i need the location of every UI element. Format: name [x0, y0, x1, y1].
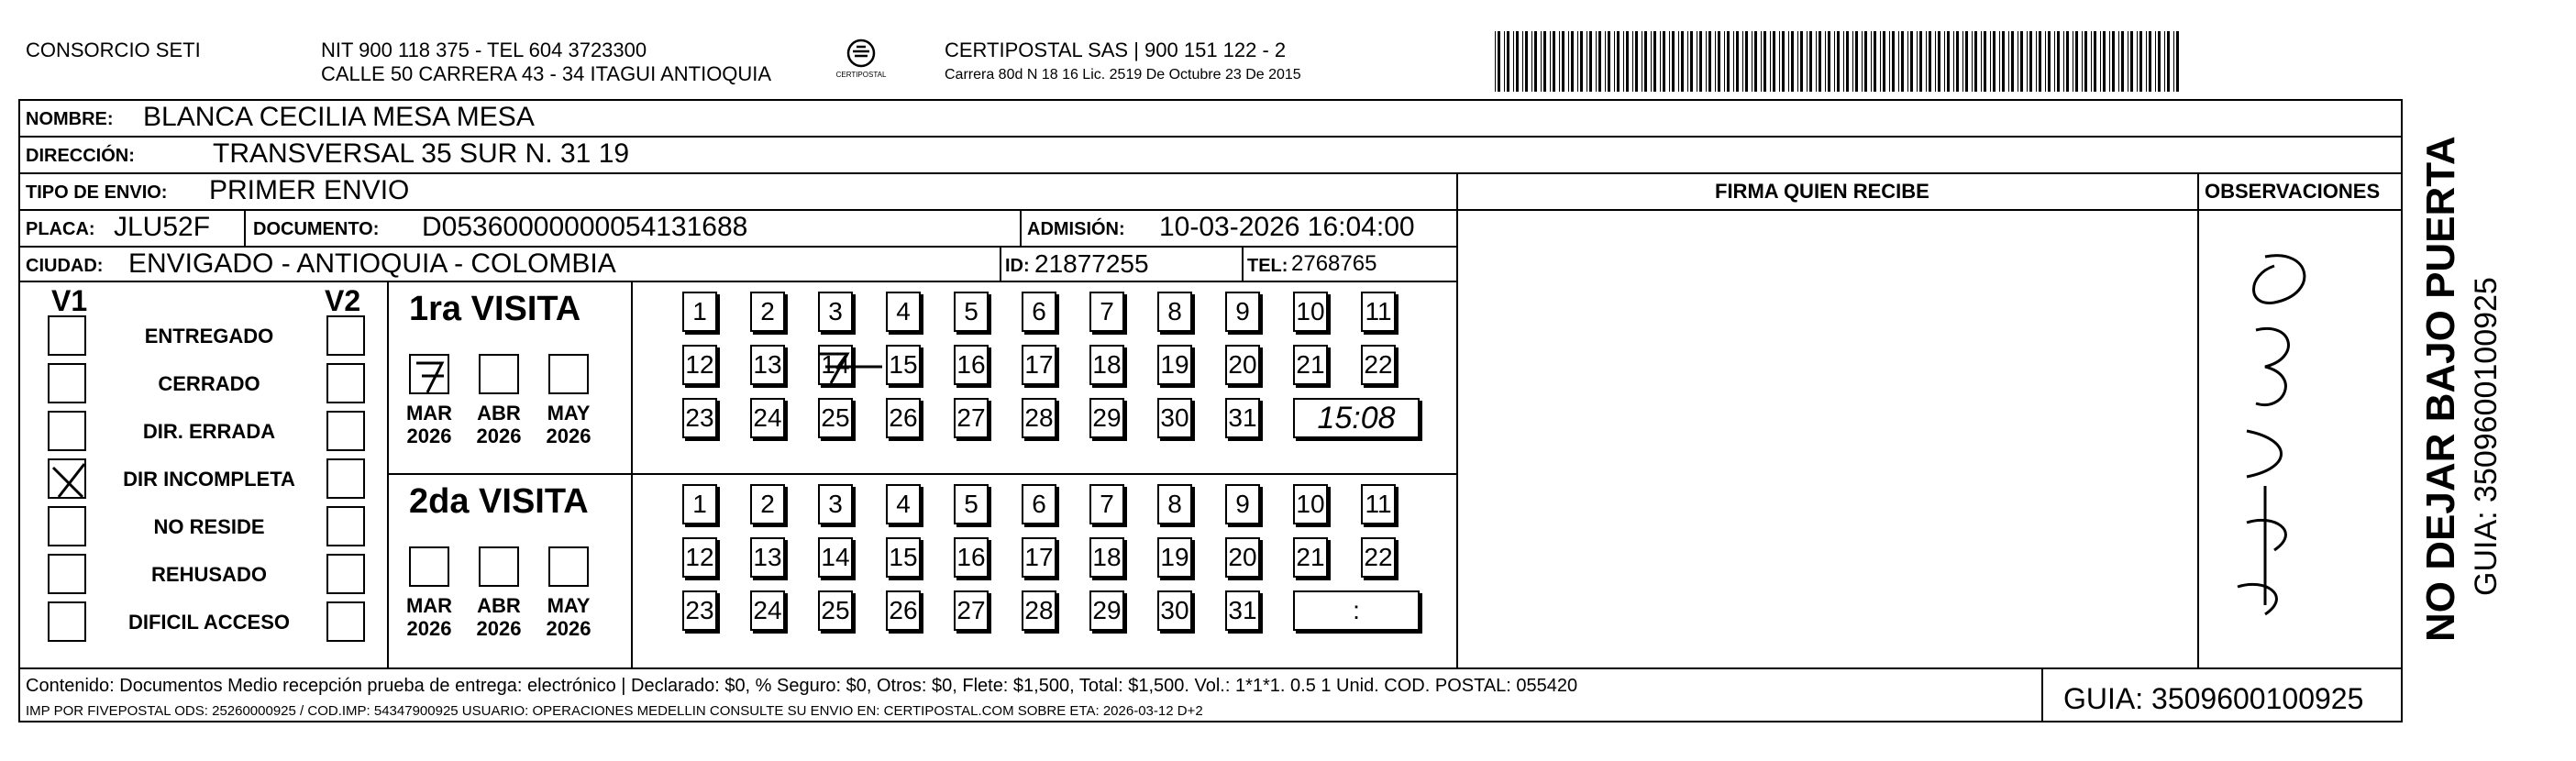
certipostal-logo [829, 37, 893, 83]
footer-content: Contenido: Documentos Medio recepción prueba de entrega: electrónico | Declarado: $0, % Seguro: $0, Otros: $0, Flete: $1,500, Total: $1,500. Vol.: 1*1*1. 0.5 1 Unid. COD. POSTAL: 055420 [26, 676, 1578, 696]
footer-guia: GUIA: 3509600100925 [2063, 682, 2364, 715]
month-checkbox[interactable] [409, 354, 449, 394]
visit-title: 1ra VISITA [409, 290, 581, 328]
v2-checkbox[interactable] [326, 458, 365, 499]
day-box[interactable]: 15 [886, 537, 921, 578]
tipo-value: PRIMER ENVIO [209, 175, 410, 205]
handwritten-signature [2210, 220, 2348, 623]
direccion-value: TRANSVERSAL 35 SUR N. 31 19 [213, 138, 630, 169]
v2-checkbox[interactable] [326, 601, 365, 642]
day-box[interactable]: 7 [1089, 292, 1124, 332]
day-box[interactable]: 24 [750, 590, 785, 631]
day-box[interactable]: 25 [818, 398, 853, 438]
day-box[interactable]: 5 [954, 484, 989, 524]
side-guia: GUIA: 3509600100925 [2469, 277, 2504, 596]
day-box[interactable]: 9 [1225, 484, 1260, 524]
documento-value: D05360000000054131688 [422, 212, 748, 242]
observaciones-label: OBSERVACIONES [2205, 180, 2381, 203]
day-box[interactable]: 28 [1022, 398, 1056, 438]
v1-checkbox[interactable] [48, 363, 86, 403]
v1-label: V1 [51, 284, 88, 317]
v2-label: V2 [325, 284, 361, 317]
month-checkbox[interactable] [548, 354, 589, 394]
day-box[interactable]: 19 [1157, 345, 1192, 385]
day-box[interactable]: 11 [1361, 484, 1396, 524]
day-box[interactable]: 18 [1089, 345, 1124, 385]
day-box[interactable]: 22 [1361, 345, 1396, 385]
day-box[interactable]: 6 [1022, 484, 1056, 524]
day-box[interactable]: 30 [1157, 590, 1192, 631]
day-box[interactable]: 22 [1361, 537, 1396, 578]
placa-value: JLU52F [114, 212, 211, 242]
status-option-label: DIR. ERRADA [142, 420, 276, 443]
month-checkbox[interactable] [548, 546, 589, 587]
status-option-label: ENTREGADO [144, 325, 274, 347]
admision-value: 10-03-2026 16:04:00 [1159, 212, 1415, 242]
day-box[interactable]: 14 [818, 345, 853, 385]
barcode [1495, 31, 2183, 92]
day-box[interactable]: 8 [1157, 292, 1192, 332]
day-box[interactable]: 17 [1022, 537, 1056, 578]
carrier-line: CERTIPOSTAL SAS | 900 151 122 - 2 [945, 39, 1287, 61]
day-box[interactable]: 4 [886, 484, 921, 524]
day-box[interactable]: 1 [682, 484, 717, 524]
v2-checkbox[interactable] [326, 554, 365, 594]
day-box[interactable]: 29 [1089, 590, 1124, 631]
day-box[interactable]: 31 [1225, 398, 1260, 438]
ciudad-value: ENVIGADO - ANTIOQUIA - COLOMBIA [128, 248, 616, 279]
v2-checkbox[interactable] [326, 506, 365, 546]
day-box[interactable]: 27 [954, 590, 989, 631]
day-box[interactable]: 3 [818, 484, 853, 524]
day-box[interactable]: 7 [1089, 484, 1124, 524]
day-box[interactable]: 28 [1022, 590, 1056, 631]
v1-checkbox[interactable] [48, 506, 86, 546]
month-checkbox[interactable] [479, 354, 519, 394]
day-box[interactable]: 26 [886, 590, 921, 631]
day-box[interactable]: 1 [682, 292, 717, 332]
day-box[interactable]: 2 [750, 292, 785, 332]
footer-print: IMP POR FIVEPOSTAL ODS: 25260000925 / COD.IMP: 54347900925 USUARIO: OPERACIONES MEDELLIN CONSULTE SU ENVIO EN: CERTIPOSTAL.COM SOBRE ETA: 2026-03-12 D+2 [26, 703, 1203, 719]
nombre-label: NOMBRE: [26, 109, 114, 129]
v1-checkbox[interactable] [48, 458, 86, 499]
day-box[interactable]: 15 [886, 345, 921, 385]
tipo-label: TIPO DE ENVIO: [26, 182, 168, 203]
tel-value: 2768765 [1291, 251, 1377, 276]
day-box[interactable]: 5 [954, 292, 989, 332]
month-label: MAR 2026 [405, 402, 453, 448]
day-box[interactable]: 16 [954, 537, 989, 578]
visit-title: 2da VISITA [409, 482, 589, 521]
license-line: Carrera 80d N 18 16 Lic. 2519 De Octubre 23 De 2015 [945, 67, 1301, 83]
day-box[interactable]: 26 [886, 398, 921, 438]
day-box[interactable]: 27 [954, 398, 989, 438]
v2-checkbox[interactable] [326, 411, 365, 451]
v2-checkbox[interactable] [326, 315, 365, 356]
day-box[interactable]: 29 [1089, 398, 1124, 438]
day-box[interactable]: 24 [750, 398, 785, 438]
tel-label: TEL: [1247, 256, 1288, 276]
svg-text:CERTIPOSTAL: CERTIPOSTAL [835, 71, 887, 79]
day-box[interactable]: 31 [1225, 590, 1260, 631]
visit-time-box[interactable]: 15:08 [1293, 398, 1420, 438]
month-label: MAR 2026 [405, 594, 453, 641]
placa-label: PLACA: [26, 219, 95, 239]
firma-label: FIRMA QUIEN RECIBE [1715, 180, 1929, 203]
status-option-label: DIR INCOMPLETA [123, 468, 295, 491]
day-box[interactable]: 20 [1225, 345, 1260, 385]
month-label: MAY 2026 [546, 594, 591, 641]
day-box[interactable]: 3 [818, 292, 853, 332]
month-checkbox[interactable] [409, 546, 449, 587]
day-box[interactable]: 19 [1157, 537, 1192, 578]
v2-checkbox[interactable] [326, 363, 365, 403]
visit-time-box[interactable]: : [1293, 590, 1420, 631]
address-line: CALLE 50 CARRERA 43 - 34 ITAGUI ANTIOQUIA [321, 62, 772, 85]
day-box[interactable]: 4 [886, 292, 921, 332]
status-option-label: DIFICIL ACCESO [127, 611, 290, 634]
day-box[interactable]: 13 [750, 537, 785, 578]
admision-label: ADMISIÓN: [1027, 219, 1125, 239]
day-box[interactable]: 9 [1225, 292, 1260, 332]
company-name: CONSORCIO SETI [26, 39, 201, 61]
v1-checkbox[interactable] [48, 315, 86, 356]
v1-checkbox[interactable] [48, 601, 86, 642]
nombre-value: BLANCA CECILIA MESA MESA [143, 102, 535, 132]
day-box[interactable]: 18 [1089, 537, 1124, 578]
day-box[interactable]: 12 [682, 345, 717, 385]
month-checkbox[interactable] [479, 546, 519, 587]
day-box[interactable]: 12 [682, 537, 717, 578]
ciudad-label: CIUDAD: [26, 256, 104, 276]
day-box[interactable]: 20 [1225, 537, 1260, 578]
day-box[interactable]: 11 [1361, 292, 1396, 332]
day-box[interactable]: 30 [1157, 398, 1192, 438]
documento-label: DOCUMENTO: [253, 219, 380, 239]
month-label: ABR 2026 [476, 594, 522, 641]
day-box[interactable]: 10 [1293, 484, 1328, 524]
v1-checkbox[interactable] [48, 554, 86, 594]
day-box[interactable]: 21 [1293, 345, 1328, 385]
day-box[interactable]: 23 [682, 398, 717, 438]
month-label: ABR 2026 [476, 402, 522, 448]
id-value: 21877255 [1034, 249, 1149, 278]
status-option-label: REHUSADO [151, 563, 267, 586]
day-box[interactable]: 17 [1022, 345, 1056, 385]
day-box[interactable]: 23 [682, 590, 717, 631]
v1-checkbox[interactable] [48, 411, 86, 451]
direccion-label: DIRECCIÓN: [26, 146, 135, 166]
day-box[interactable]: 16 [954, 345, 989, 385]
day-box[interactable]: 10 [1293, 292, 1328, 332]
day-box[interactable]: 8 [1157, 484, 1192, 524]
day-box[interactable]: 25 [818, 590, 853, 631]
status-option-label: NO RESIDE [153, 515, 265, 538]
nit-line: NIT 900 118 375 - TEL 604 3723300 [321, 39, 647, 61]
day-box[interactable]: 21 [1293, 537, 1328, 578]
day-box[interactable]: 2 [750, 484, 785, 524]
side-warning: NO DEJAR BAJO PUERTA [2418, 136, 2463, 642]
month-label: MAY 2026 [546, 402, 591, 448]
day-box[interactable]: 6 [1022, 292, 1056, 332]
status-option-label: CERRADO [158, 372, 260, 395]
day-box[interactable]: 14 [818, 537, 853, 578]
day-box[interactable]: 13 [750, 345, 785, 385]
id-label: ID: [1005, 256, 1030, 276]
